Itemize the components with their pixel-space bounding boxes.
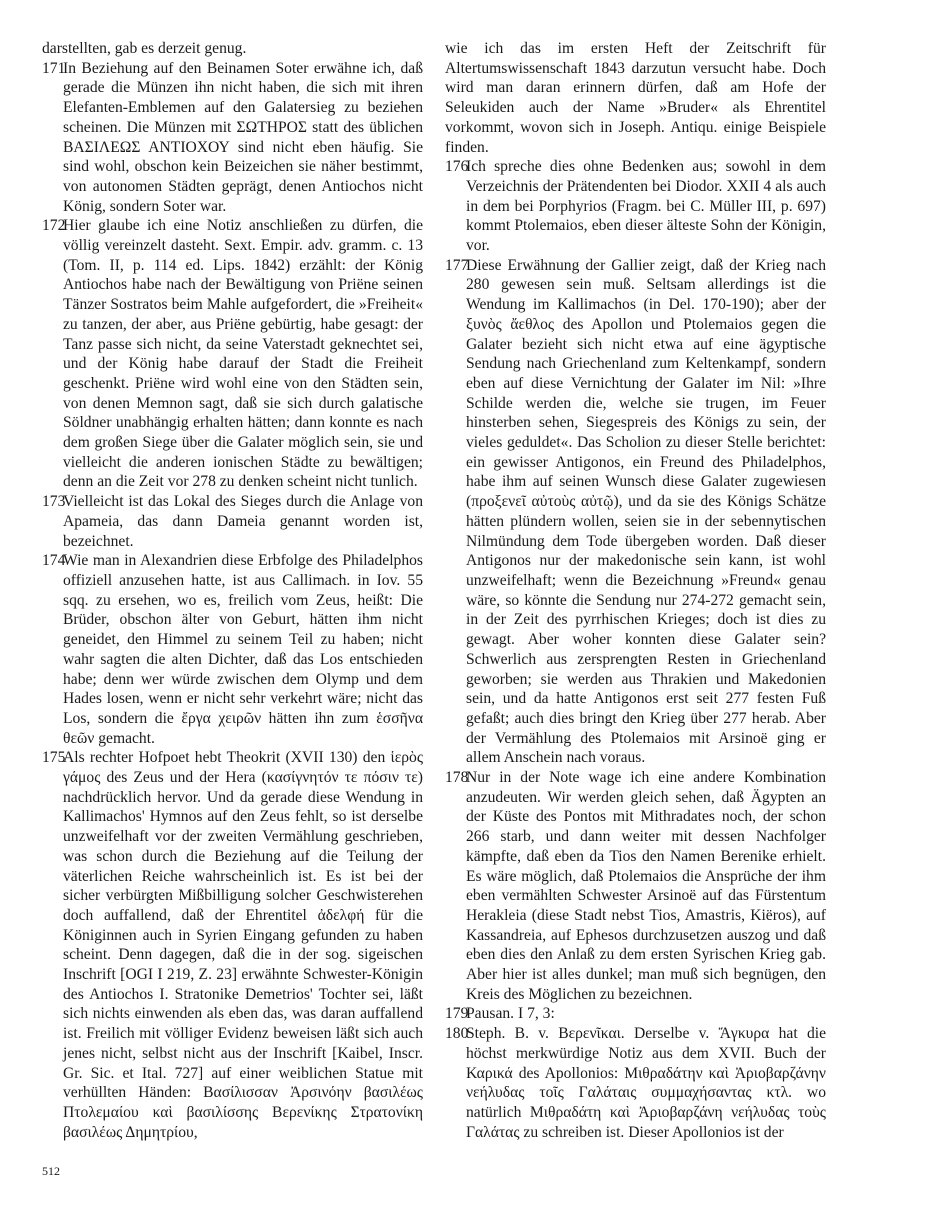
footnote-text: Pausan. I 7, 3: (466, 1005, 555, 1023)
footnote-number: 174 (42, 552, 66, 570)
footnote-number: 171 (42, 59, 66, 77)
footnote-174 (42, 551, 423, 748)
footnote-176 (445, 157, 826, 256)
footnote-text: Wie man in Alexandrien diese Erbfolge des Philadelphos offiziell anzusehen hatte, ist aus Callimach. in Iov. 55 sqq. zu ersehen, wo es, freilich vom Zeus, heißt: Die Brüder, obschon älter von Geburt, hätten ihm nicht geneidet, den Himmel zu seinem Teil zu haben; nicht wahr sagten die alten Dichter, daß das Los entschieden habe; denn wer würde zwischen dem Olymp und dem Hades losen, wenn er nicht sehr verkehrt wäre; nicht das Los, sondern die ἔργα χειρῶν hätten ihn zum ἑσσῆνα θεῶν gemacht. (63, 552, 423, 747)
footnote-text: Als rechter Hofpoet hebt Theokrit (XVII 130) den ἱερὸς γάμος des Zeus und der Hera (κασίγνητόν τε πόσιν τε) nachdrücklich hervor. Und da gerade diese Wendung in Kallimachos' Hymnos auf den Zeus fehlt, so ist derselbe unzweifelhaft vor der zweiten Vermählung geschrieben, was schon durch die Beziehung auf die Teilung der väterlichen Reiche wahrscheinlich ist. Es ist bei der sicher verbürgten Mißbilligung solcher Geschwisterehen doch auffallend, daß der Ehrentitel ἀδελφή für die Königinnen auch in Syrien Eingang gefunden zu haben scheint. Denn dagegen, daß die in der sog. sigeischen Inschrift [OGI I 219, Z. 23] erwähnte Schwester-Königin des Antiochos I. Stratonike Demetrios' Tochter sei, läßt sich nichts einwenden als eben das, was daran auffallend ist. Freilich mit völliger Evidenz beweisen läßt sich auch jenes nicht, selbst nicht aus der Inschrift [Kaibel, Inscr. Gr. Sic. et Ital. 727] auf einer weiblichen Statue mit verhüllten Händen: Βασίλισσαν Ἀρσινόην βασιλέως Πτολεμαίου καὶ βασιλίσσης Βερενίκης Στρατονίκη βασιλέως Δημητρίου, (63, 749, 423, 1141)
continuation-paragraph (445, 39, 826, 157)
footnote-180 (445, 1024, 826, 1142)
footnote-number: 175 (42, 749, 66, 767)
footnote-text: Vielleicht ist das Lokal des Sieges durch die Anlage von Apameia, das dann Dameia genannt worden ist, bezeichnet. (63, 493, 423, 550)
right-column (445, 39, 826, 1142)
footnote-171 (42, 59, 423, 217)
footnote-number: 172 (42, 217, 66, 235)
footnote-text: Steph. B. v. Βερενῖκαι. Derselbe v. Ἄγκυρα hat die höchst merkwürdige Notiz aus dem XVII. Buch der Καρικά des Apollonios: Μιθραδάτην καὶ Ἀριοβαρζάνην νεήλυδας τοῖς Γαλάταις συμμαχήσαντας κτλ. wo natürlich Μιθραδάτη καὶ Ἀριοβαρζάνη νεήλυδας τοὺς Γαλάτας zu schreiben ist. Dieser Apollonios ist der (466, 1025, 826, 1141)
footnote-text: In Beziehung auf den Beinamen Soter erwähne ich, daß gerade die Münzen ihn nicht haben, die sich mit ihren Elefanten-Emblemen auf den Galatersieg zu beziehen scheinen. Die Münzen mit ΣΩΤΗΡΟΣ statt des üblichen ΒΑΣΙΛΕΩΣ ΑΝΤΙΟΧΟΥ sind nicht eben häufig. Sie sind wohl, obschon kein Beizeichen sie näher bestimmt, von autonomen Städten geprägt, denen Antiochos nicht König, sondern Soter war. (63, 59, 423, 215)
footnote-number: 180 (445, 1025, 469, 1043)
page-number: 512 (42, 1164, 60, 1178)
footnote-173 (42, 492, 423, 551)
footnote-text: Nur in der Note wage ich eine andere Kombination anzudeuten. Wir werden gleich sehen, daß Ägypten an der Küste des Pontos mit Mithradates noch, der schon 266 starb, und dann weiter mit dessen Nachfolger kämpfte, daß eben da Tios den Namen Berenike erhielt. Es wäre möglich, daß Ptolemaios die Ansprüche der ihm eben vermählten Schwester Arsinoë auf das Fürstentum Herakleia (diese Stadt nebst Tios, Amastris, Kiëros), auf Kassandreia, auf Ephesos durchzusetzen auszog und daß eben dies den Anlaß zu dem ersten Syrischen Krieg gab. Aber hier ist alles dunkel; man muß sich begnügen, den Kreis des Möglichen zu bezeichnen. (466, 769, 826, 1003)
paragraph-text: darstellten, gab es derzeit genug. (42, 40, 247, 57)
footnote-172 (42, 216, 423, 492)
footnote-177 (445, 256, 826, 768)
footnote-number: 173 (42, 493, 66, 511)
footnote-text: Diese Erwähnung der Gallier zeigt, daß der Krieg nach 280 gewesen sein muß. Seltsam allerdings ist die Wendung im Kallimachos (in Del. 170-190); aber der ξυνὸς ἄεθλος des Apollon und Ptolemaios gegen die Galater bezieht sich nicht etwa auf eine ägyptische Sendung nach Griechenland zum Keltenkampf, sondern eben auf diese Vernichtung der Galater im Nil: »Ihre Schilde werden die, welche sie trugen, im Feuer hinsterben sehen, Siegespreis des Königs zu sein, der vieles geduldet«. Das Scholion zu dieser Stelle berichtet: ein gewisser Antigonos, ein Freund des Philadelphos, habe ihm auf seinen Wunsch diese Galater zugewiesen (προξενεῖ αὐτοὺς αὐτῷ), und da sie des Königs Schätze hätten plündern wollen, seien sie in der sebennytischen Nilmündung dem Tode übergeben worden. Daß dieser Antigonos nur der makedonische sein kann, ist wohl unzweifelhaft; wenn die Bezeichnung »Freund« genau wäre, so könnte die Sendung nur 274-272 gemacht sein, in der Zeit des pyrrhischen Krieges; doch ist dies zu gewagt. Aber woher konnten diese Galater sein? Schwerlich aus zersprengten Resten in Griechenland geworben; sie werden aus Thrakien und Makedonien sein, und da hatte Antigonos erst seit 277 festen Fuß gefaßt; auch dies bringt den Krieg über 277 herab. Aber der Vermählung des Ptolemaios mit Arsinoë ging er allem Anschein nach voraus. (466, 256, 826, 767)
footnote-178 (445, 768, 826, 1004)
footnote-text: Hier glaube ich eine Notiz anschließen zu dürfen, die völlig vereinzelt dasteht. Sext. Empir. adv. gramm. c. 13 (Tom. II, p. 114 ed. Lips. 1842) erzählt: der König Antiochos habe nach der Bewältigung von Priëne seinen Tänzer Sostratos beim Mahle aufgefordert, die »Freiheit« zu tanzen, der aber, aus Priëne gebürtig, habe gesagt: der Tanz passe sich nicht, da seine Vaterstadt geknechtet sei, und der König habe darauf der Stadt die Freiheit geschenkt. Priëne wird wohl eine von den Städten sein, von denen Memnon sagt, daß sie sich durch galatische Söldner unabhängig erhalten hätten; dann konnte es nach dem großen Siege über die Galater möglich sein, sie und vielleicht die anderen ionischen Städte zu bewältigen; denn an die Zeit vor 278 zu denken scheint nicht tunlich. (63, 217, 423, 491)
footnote-number: 178 (445, 769, 469, 787)
footnote-179 (445, 1004, 826, 1024)
footnote-number: 176 (445, 158, 469, 176)
footnote-number: 177 (445, 256, 469, 274)
footnote-text: Ich spreche dies ohne Bedenken aus; sowohl in dem Verzeichnis der Prätendenten bei Diodor. XXII 4 als auch in dem bei Porphyrios (Fragm. bei C. Müller III, p. 697) kommt Ptolemaios, eben dieser älteste Sohn der Königin, vor. (466, 158, 826, 255)
footnote-number: 179 (445, 1005, 469, 1023)
footnote-175 (42, 748, 423, 1142)
left-column (42, 39, 423, 1142)
continuation-paragraph (42, 39, 423, 59)
paragraph-text: wie ich das im ersten Heft der Zeitschrift für Altertumswissenschaft 1843 darzutun versucht habe. Doch wird man daran erinnern dürfen, daß am Hofe der Seleukiden auch der Name »Bruder« als Ehrentitel vorkommt, wovon sich in Joseph. Antiqu. einige Beispiele finden. (445, 40, 826, 156)
